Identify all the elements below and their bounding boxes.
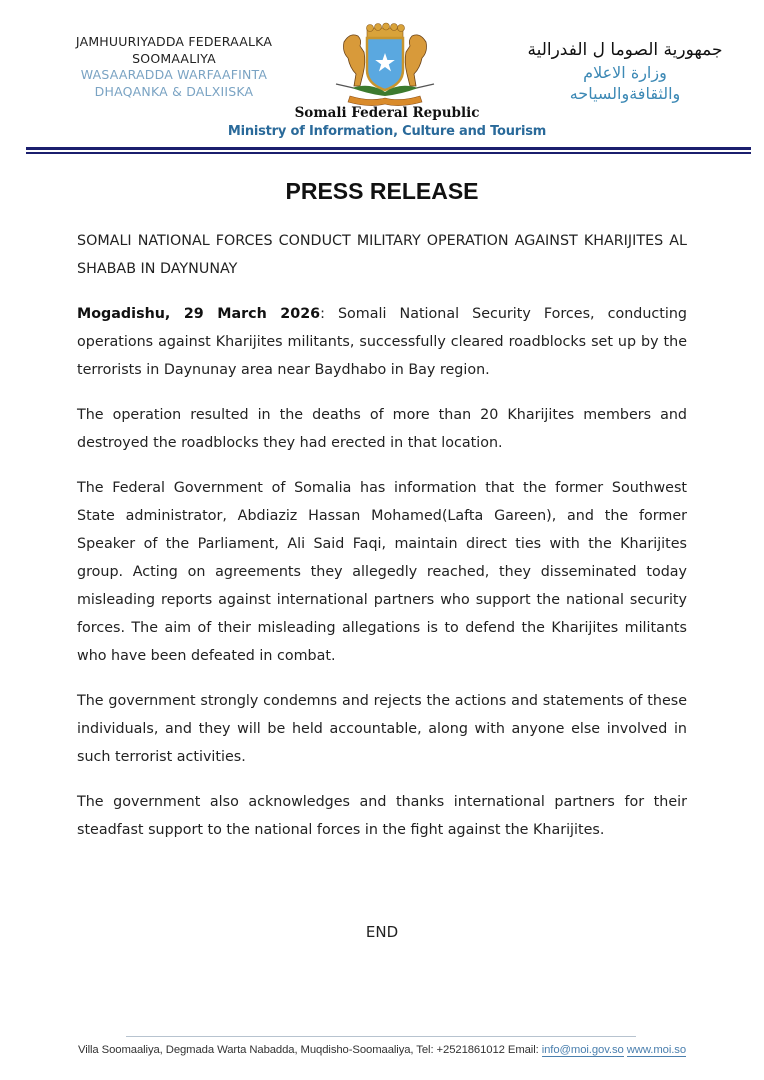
paragraph: The government also acknowledges and thanks international partners for their steadfast support to the national forces in the fight against the Kharijites. [77, 794, 687, 838]
dateline: Mogadishu, 29 March 2026 [77, 306, 321, 322]
header-divider [26, 147, 751, 154]
ministry-name-arabic-2: والثقافةوالسياحه [569, 84, 681, 103]
ministry-name-english: Ministry of Information, Culture and Tourism [227, 124, 547, 139]
country-name-somali: SOOMAALIYA [132, 50, 216, 66]
footer-divider [126, 1036, 636, 1037]
paragraph: The operation resulted in the deaths of more than 20 Kharijites members and destroyed the roadblocks they had erected in that location. [77, 407, 687, 451]
paragraph: The Federal Government of Somalia has information that the former Southwest State administrator, Abdiaziz Hassan Mohamed(Lafta Gareen), and the former Speaker of the Parliament, Ali Said Faqi, maintain direct ties with the Kharijites group. Acting on agreements they allegedly reached, they disseminated today misleading reports against international partners who support the national security forces. The aim of their misleading allegations is to defend the Kharijites militants who have been defeated in combat. [77, 480, 687, 664]
end-marker: END [365, 923, 399, 941]
letterhead-somali-text [52, 34, 296, 100]
letterhead-arabic-text [500, 38, 750, 104]
paragraph-lead-text: : Somali National Security Forces, conducting operations against Kharijites militants, successfully cleared roadblocks set up by the terrorists in Daynunay area near Baydhabo in Bay region. [77, 306, 688, 378]
footer [0, 1044, 764, 1056]
ministry-name-somali-2: DHAQANKA & DALXIISKA [94, 83, 254, 99]
ministry-name-arabic-1: وزارة الاعلام [583, 63, 667, 82]
document-title: PRESS RELEASE [285, 178, 479, 204]
republic-name-english: Somali Federal Republic [294, 105, 480, 121]
ministry-name-somali-1: WASAARADDA WARFAAFINTA [80, 67, 268, 82]
press-release-body [77, 227, 687, 861]
release-heading: SOMALI NATIONAL FORCES CONDUCT MILITARY OPERATION AGAINST KHARIJITES AL SHABAB IN DAYNUNAY [77, 233, 687, 277]
email-link[interactable]: info@moi.gov.so [541, 1044, 624, 1056]
website-link[interactable]: www.moi.so [626, 1044, 687, 1056]
somalia-coat-of-arms-icon [330, 22, 440, 108]
republic-name-somali: JAMHUURIYADDA FEDERAALKA [75, 34, 273, 49]
paragraph-lead [77, 300, 687, 384]
paragraph: The government strongly condemns and rejects the actions and statements of these individuals, and they will be held accountable, along with anyone else involved in such terrorist activities. [77, 693, 687, 765]
republic-name-arabic: جمهورية الصوما ل الفدرالية [527, 40, 723, 60]
footer-address: Villa Soomaaliya, Degmada Warta Nabadda, Muqdisho-Soomaaliya, Tel: +2521861012 Email: [77, 1044, 542, 1056]
